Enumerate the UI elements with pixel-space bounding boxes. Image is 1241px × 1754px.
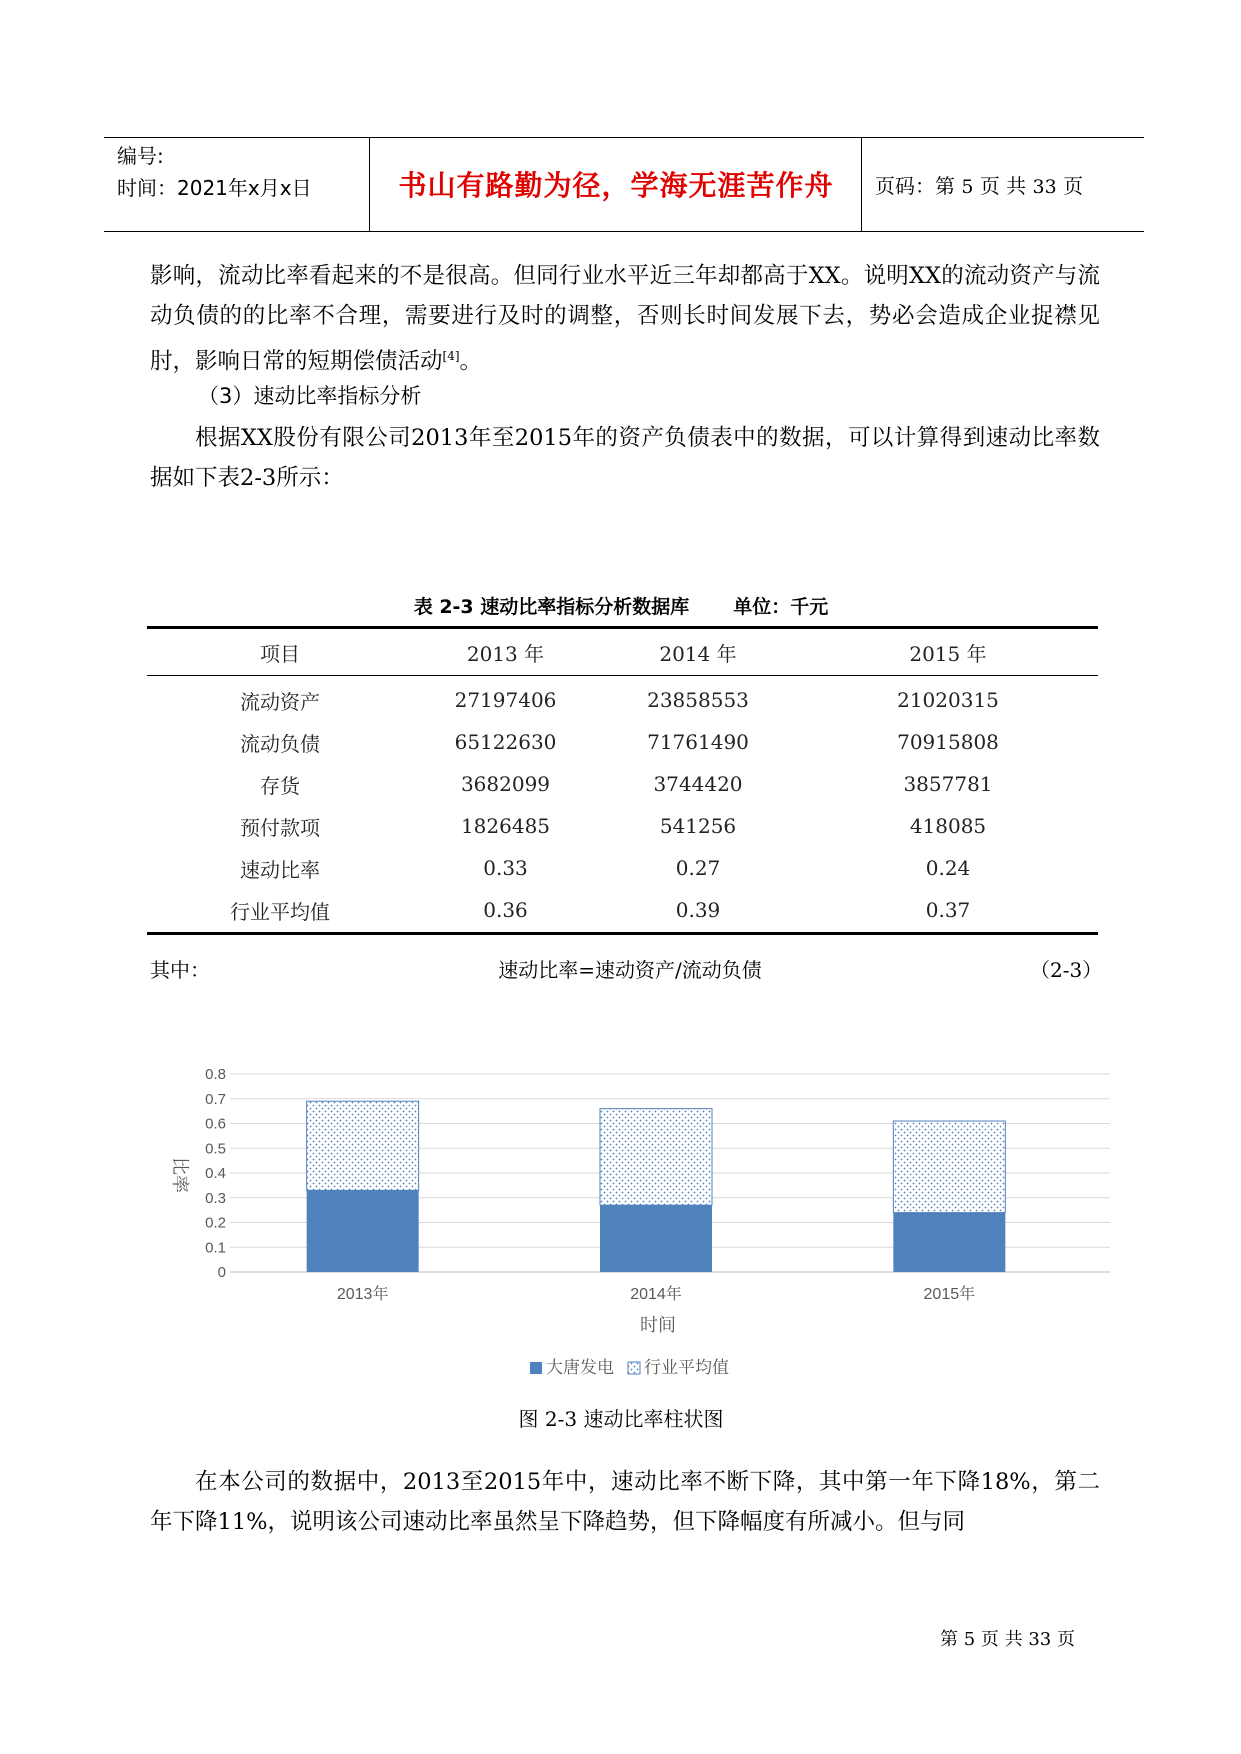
table-caption: [146, 592, 1096, 619]
table-row: [147, 722, 1098, 762]
page-number: 5: [961, 176, 974, 198]
page-prefix: 页码：第: [875, 174, 955, 198]
table-row: [147, 848, 1098, 888]
table-cell: 0.27: [675, 856, 721, 880]
table-row: [147, 890, 1098, 930]
chart-y-tick-label: 0.1: [205, 1239, 226, 1257]
table-cell: 71761490: [647, 730, 749, 754]
chart-x-tick-label: 2015年: [923, 1286, 976, 1303]
paragraph-1-text: 影响，流动比率看起来的不是很高。但同行业水平近三年却都高于XX。说明XX的流动资产与流动负债的的比率不合理，需要进行及时的调整，否则长时间发展下去，势必会造成企业捉襟见肘，影响日常的短期偿债活动: [150, 263, 1100, 375]
table-cell: 3744420: [653, 772, 743, 796]
table-cell: 21020315: [897, 688, 999, 712]
table-cell: 流动资产: [240, 689, 320, 714]
legend-label: 行业平均值: [644, 1358, 729, 1377]
quick-ratio-bar-chart: [150, 1050, 1110, 1400]
paragraph-1: [150, 256, 1100, 382]
table-cell: 0.33: [483, 856, 528, 880]
table-cell: 0.37: [925, 898, 971, 922]
table-header-cell: 2013 年: [466, 641, 545, 666]
table-header-row: [147, 632, 1098, 672]
header-page-info: [875, 170, 1083, 199]
page-footer: 第 5 页 共 33 页: [940, 1629, 1075, 1650]
chart-bars: [307, 1101, 1006, 1272]
page-total: 33: [1032, 176, 1057, 198]
table-cell: 1826485: [460, 814, 551, 838]
page-suffix: 页: [1063, 174, 1084, 198]
table-cell: 0.36: [483, 898, 528, 922]
header-meta: [117, 140, 312, 204]
table-cell: 3682099: [460, 772, 551, 796]
table-bottom-rule: [147, 932, 1098, 935]
table-unit: 单位：千元: [733, 596, 829, 618]
table-header-cell: 项目: [260, 641, 300, 666]
chart-x-tick-label: 2014年: [630, 1286, 682, 1303]
table-cell: 流动负债: [240, 731, 320, 756]
formula-prefix: 其中：: [150, 958, 210, 982]
chart-bar-company: [600, 1205, 712, 1272]
table-header-cell: 2014 年: [659, 641, 737, 666]
citation-ref: [4]: [442, 349, 460, 363]
table-row: [147, 806, 1098, 846]
table-cell: 70915808: [897, 730, 999, 754]
chart-bar-company: [307, 1190, 419, 1272]
table-cell: 23858553: [647, 688, 749, 712]
formula-text: 速动比率=速动资产/流动负债: [498, 958, 762, 982]
chart-y-tick-label: 0.6: [205, 1115, 226, 1133]
table-title: 表 2-3 速动比率指标分析数据库: [413, 596, 690, 618]
paragraph-1-end: 。: [459, 348, 483, 375]
chart-y-tick-label: 0.2: [205, 1214, 226, 1232]
page-mid: 页 共: [979, 174, 1027, 198]
table-header-rule: [147, 675, 1098, 676]
doc-number-label: 编号:: [117, 144, 164, 168]
legend-swatch: [530, 1362, 542, 1374]
paragraph-3: 在本公司的数据中，2013至2015年中，速动比率不断下降，其中第一年下降18%，第二年下降11%，说明该公司速动比率虽然呈下降趋势，但下降幅度有所减小。但与同: [150, 1469, 1100, 1535]
figure-caption: 图 2-3 速动比率柱状图: [518, 1407, 724, 1431]
table-header-cell: 2015 年: [909, 641, 987, 666]
header-divider-right: [861, 138, 862, 231]
table-cell: 27197406: [454, 688, 557, 712]
chart-y-ticks: [205, 1066, 226, 1281]
table-cell: 0.24: [925, 856, 971, 880]
chart-bar-industry-avg: [893, 1121, 1005, 1213]
table-cell: 存货: [260, 773, 300, 798]
table-cell: 65122630: [454, 730, 557, 754]
chart-y-axis-label: 比率: [170, 1157, 190, 1193]
legend-label: 大唐发电: [546, 1358, 614, 1377]
header-bottom-border: [104, 231, 1144, 232]
chart-y-tick-label: 0.7: [205, 1090, 226, 1108]
chart-x-tick-label: 2013年: [336, 1286, 389, 1303]
table-cell: 速动比率: [240, 857, 320, 882]
chart-y-tick-label: 0: [217, 1264, 226, 1281]
table-cell: 预付款项: [240, 815, 320, 840]
doc-time-label: 时间：2021年x月x日: [117, 176, 312, 200]
table-row: [147, 680, 1098, 720]
table-cell: 0.39: [675, 898, 721, 922]
chart-y-tick-label: 0.5: [205, 1140, 226, 1158]
header-motto: 书山有路勤为径，学海无涯苦作舟: [398, 169, 834, 202]
chart-legend: [530, 1358, 729, 1377]
chart-x-ticks: [337, 1284, 975, 1303]
subheading: （3）速动比率指标分析: [198, 384, 422, 408]
table-top-rule: [147, 626, 1098, 629]
header-top-border: [104, 137, 1144, 138]
table-cell: 3857781: [903, 772, 993, 796]
chart-bar-company: [893, 1213, 1005, 1272]
chart-y-tick-label: 0.8: [205, 1066, 226, 1083]
table-cell: 541256: [659, 814, 737, 838]
header-divider-left: [369, 138, 370, 231]
chart-x-axis-label: 时间: [640, 1315, 676, 1335]
table-row: [147, 764, 1098, 804]
chart-y-tick-label: 0.4: [205, 1165, 226, 1182]
table-cell: 418085: [909, 814, 987, 838]
table-cell: 行业平均值: [230, 899, 330, 924]
formula-number: （2-3）: [1030, 958, 1103, 982]
legend-swatch: [628, 1362, 640, 1374]
chart-y-tick-label: 0.3: [205, 1189, 226, 1207]
paragraph-2: 根据XX股份有限公司2013年至2015年的资产负债表中的数据，可以计算得到速动比率数据如下表2-3所示：: [150, 425, 1100, 491]
chart-bar-industry-avg: [307, 1101, 419, 1190]
chart-bar-industry-avg: [600, 1109, 712, 1206]
